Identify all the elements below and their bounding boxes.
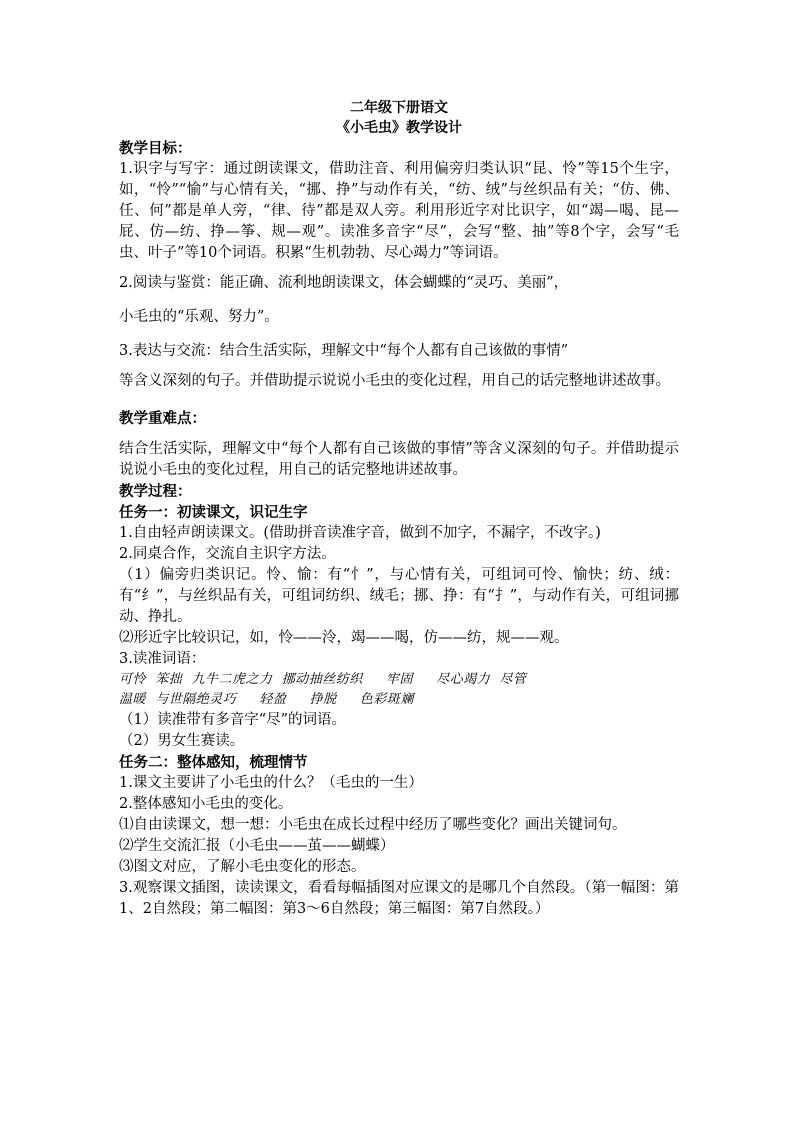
difficulties-heading: 教学重难点： <box>119 410 206 427</box>
task1-heading: 任务一：初读课文，识记生字 <box>119 504 308 521</box>
task2-line-3: ⑴自由读课文，想一想：小毛虫在成长过程中经历了哪些变化？画出关键词句。 <box>119 817 627 833</box>
task2-line-6: 3.观察课文插图，读读课文，看看每幅插图对应课文的是哪几个自然段。（第一幅图：第1、2自然段；第二幅图：第3～6自然段；第三幅图：第7自然段。） <box>119 880 679 917</box>
objective-3a: 3.表达与交流：结合生活实际，理解文中“每个人都有自己该做的事情” <box>119 343 569 359</box>
doc-title-lesson: 《小毛虫》教学设计 <box>336 120 462 136</box>
objective-2b: 小毛虫的“乐观、努力”。 <box>119 309 279 325</box>
task1-line-4: ⑵形近字比较识记，如，怜——泠，竭——喝，仿——纺，规——观。 <box>119 630 569 646</box>
vocab-row-2: 温暖 与世隔绝灵巧 轻盈 挣脱 色彩斑斓 <box>119 692 414 707</box>
task1-line-5: 3.读准词语： <box>119 651 206 667</box>
task1-line-6: （1）读准带有多音字“尽”的词语。 <box>119 712 347 728</box>
doc-title-grade: 二年级下册语文 <box>350 100 448 116</box>
task2-line-2: 2.整体感知小毛虫的变化。 <box>119 796 293 812</box>
task2-heading: 任务二：整体感知，梳理情节 <box>119 754 308 771</box>
task1-line-1: 1.自由轻声朗读课文。(借助拼音读准字音，做到不加字，不漏字，不改字。) <box>119 525 601 541</box>
process-heading: 教学过程： <box>119 483 192 500</box>
difficulties-text: 结合生活实际，理解文中“每个人都有自己该做的事情”等含义深刻的句子。并借助提示说说小毛虫的变化过程，用自己的话完整地讲述故事。 <box>119 441 679 478</box>
task1-line-2: 2.同桌合作，交流自主识字方法。 <box>119 546 336 562</box>
task1-line-7: （2）男女生赛读。 <box>119 733 245 749</box>
task2-line-1: 1.课文主要讲了小毛虫的什么？（毛虫的一生） <box>119 775 423 791</box>
objectives-heading: 教学目标： <box>119 140 192 157</box>
document-page <box>119 98 679 920</box>
task2-line-4: ⑵学生交流汇报（小毛虫——茧——蝴蝶） <box>119 838 395 854</box>
objective-2a: 2.阅读与鉴赏：能正确、流利地朗读课文，体会蝴蝶的“灵巧、美丽”， <box>119 275 569 291</box>
objective-3b: 等含义深刻的句子。并借助提示说说小毛虫的变化过程，用自己的话完整地讲述故事。 <box>119 373 670 389</box>
objective-1: 1.识字与写字：通过朗读课文，借助注音、利用偏旁归类认识“昆、怜”等15个生字，如，“怜”“愉”与心情有关，“挪、挣”与动作有关，“纺、绒”与丝织品有关；“仿、佛、任、何”都是单人旁，“律、待”都是双人旁。利用形近字对比识字，如“竭—喝、昆—屁、仿—纺、挣—筝、规—观”。读准多音字“尽”，会写“整、抽”等8个字，会写“毛虫、叶子”等10个词语。积累“生机勃勃、尽心竭力”等词语。 <box>119 161 679 261</box>
task1-line-3: （1）偏旁归类识记。怜、愉：有“忄”，与心情有关，可组词可怜、愉快；纺、绒：有“纟”，与丝织品有关，可组词纺织、绒毛；挪、挣：有“扌”，与动作有关，可组词挪动、挣扎。 <box>119 567 679 625</box>
task2-line-5: ⑶图文对应，了解小毛虫变化的形态。 <box>119 859 366 875</box>
vocab-row-1: 可怜 笨拙 九牛二虎之力 挪动抽丝纺织 牢固 尽心竭力 尽管 <box>119 672 527 687</box>
